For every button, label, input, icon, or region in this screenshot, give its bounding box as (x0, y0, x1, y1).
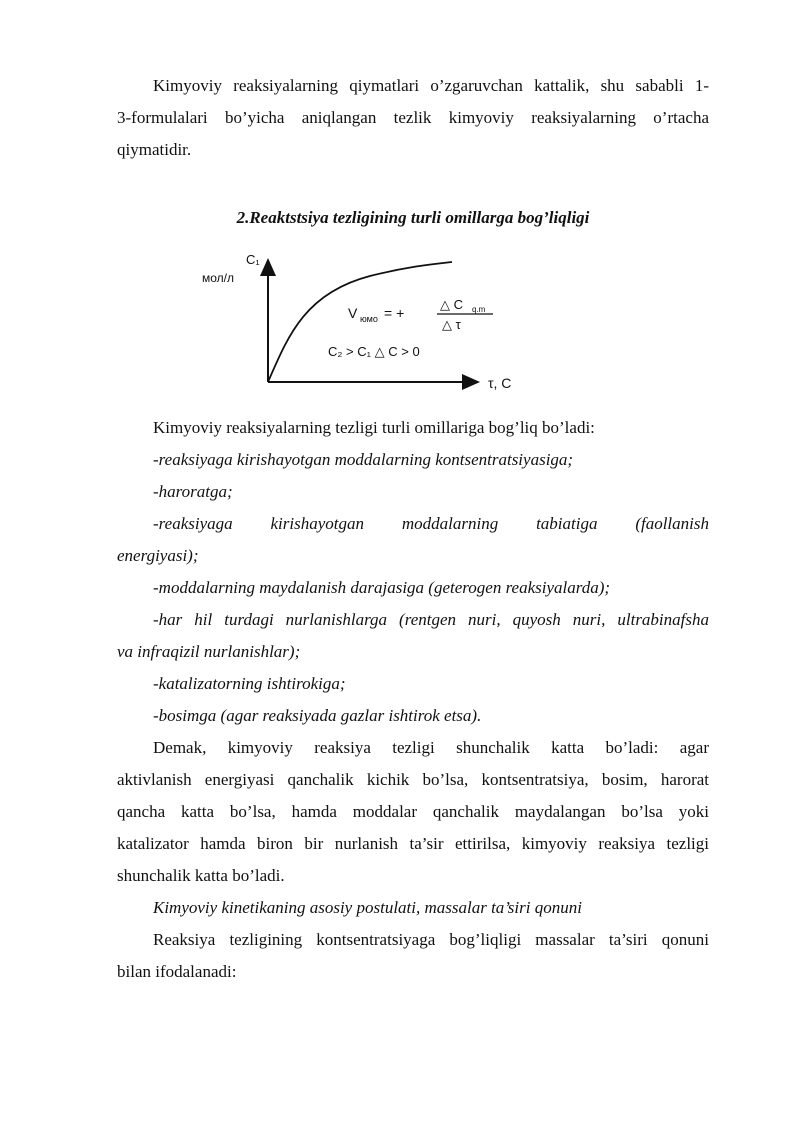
list-item: -har hil turdagi nurlanishlarga (rentgen nuri, quyosh nuri, ultrabinafsha (153, 610, 709, 629)
concentration-time-figure (190, 248, 540, 398)
list-item: -reaksiyaga kirishayotgan moddalarning kontsentratsiyasiga; (153, 450, 574, 469)
subheading-text: Kimyoviy kinetikaning asosiy postulati, massalar ta’siri qonuni (153, 898, 582, 917)
paragraph-line: Kimyoviy reaksiyalarning qiymatlari o’zgaruvchan kattalik, shu sababli 1- (153, 76, 709, 95)
paragraph-line: katalizator hamda biron bir nurlanish ta’sir ettirilsa, kimyoviy reaksiya tezligi (117, 834, 709, 853)
paragraph-line: shunchalik katta bo’ladi. (117, 866, 285, 885)
formula-denominator: △ τ (442, 317, 461, 332)
factor-list (117, 412, 709, 732)
formula-numerator-subscript: q.m (472, 305, 486, 314)
list-item-continuation: energiyasi); (117, 546, 199, 565)
paragraph-line: Reaksiya tezligining kontsentratsiyaga bog’liqligi massalar ta’siri qonuni (153, 930, 709, 949)
formula-v-subscript: юмо (360, 314, 378, 324)
x-axis-label: τ, C (488, 375, 512, 391)
list-item-continuation: va infraqizil nurlanishlar); (117, 642, 301, 661)
section-title: 2.Reaktstsiya tezligining turli omillarga bog’liqligi (236, 208, 590, 227)
paragraph-intro (117, 70, 709, 166)
y-axis-unit: мол/л (202, 271, 234, 285)
list-item: -katalizatorning ishtirokiga; (153, 674, 346, 693)
subheading (117, 892, 709, 924)
paragraph-conclusion (117, 732, 709, 892)
paragraph-line: 3-formulalari bo’yicha aniqlangan tezlik kimyoviy reaksiyalarning o’rtacha (117, 108, 709, 127)
paragraph-line: qiymatidir. (117, 140, 192, 159)
condition-text: C₂ > C₁ △ C > 0 (328, 344, 420, 359)
list-item: -haroratga; (153, 482, 233, 501)
formula-equals: = + (384, 305, 405, 321)
list-item: -bosimga (agar reaksiyada gazlar ishtirok etsa). (153, 706, 482, 725)
list-item: -moddalarning maydalanish darajasiga (geterogen reaksiyalarda); (153, 578, 611, 597)
paragraph-line: bilan ifodalanadi: (117, 962, 237, 981)
paragraph-line: aktivlanish energiyasi qanchalik kichik bo’lsa, kontsentratsiya, bosim, harorat (117, 770, 709, 789)
paragraph-line: Demak, kimyoviy reaksiya tezligi shunchalik katta bo’ladi: agar (153, 738, 709, 757)
formula-v: V (348, 305, 358, 321)
formula-numerator: △ C (440, 297, 463, 312)
list-item: -reaksiyaga kirishayotgan moddalarning tabiatiga (faollanish (153, 514, 709, 533)
list-intro: Kimyoviy reaksiyalarning tezligi turli omillariga bog’liq bo’ladi: (153, 418, 595, 437)
paragraph-final (117, 924, 709, 988)
y-axis-label: C₁ (246, 252, 260, 267)
paragraph-line: qancha katta bo’lsa, hamda moddalar qanchalik maydalangan bo’lsa yoki (117, 802, 709, 821)
